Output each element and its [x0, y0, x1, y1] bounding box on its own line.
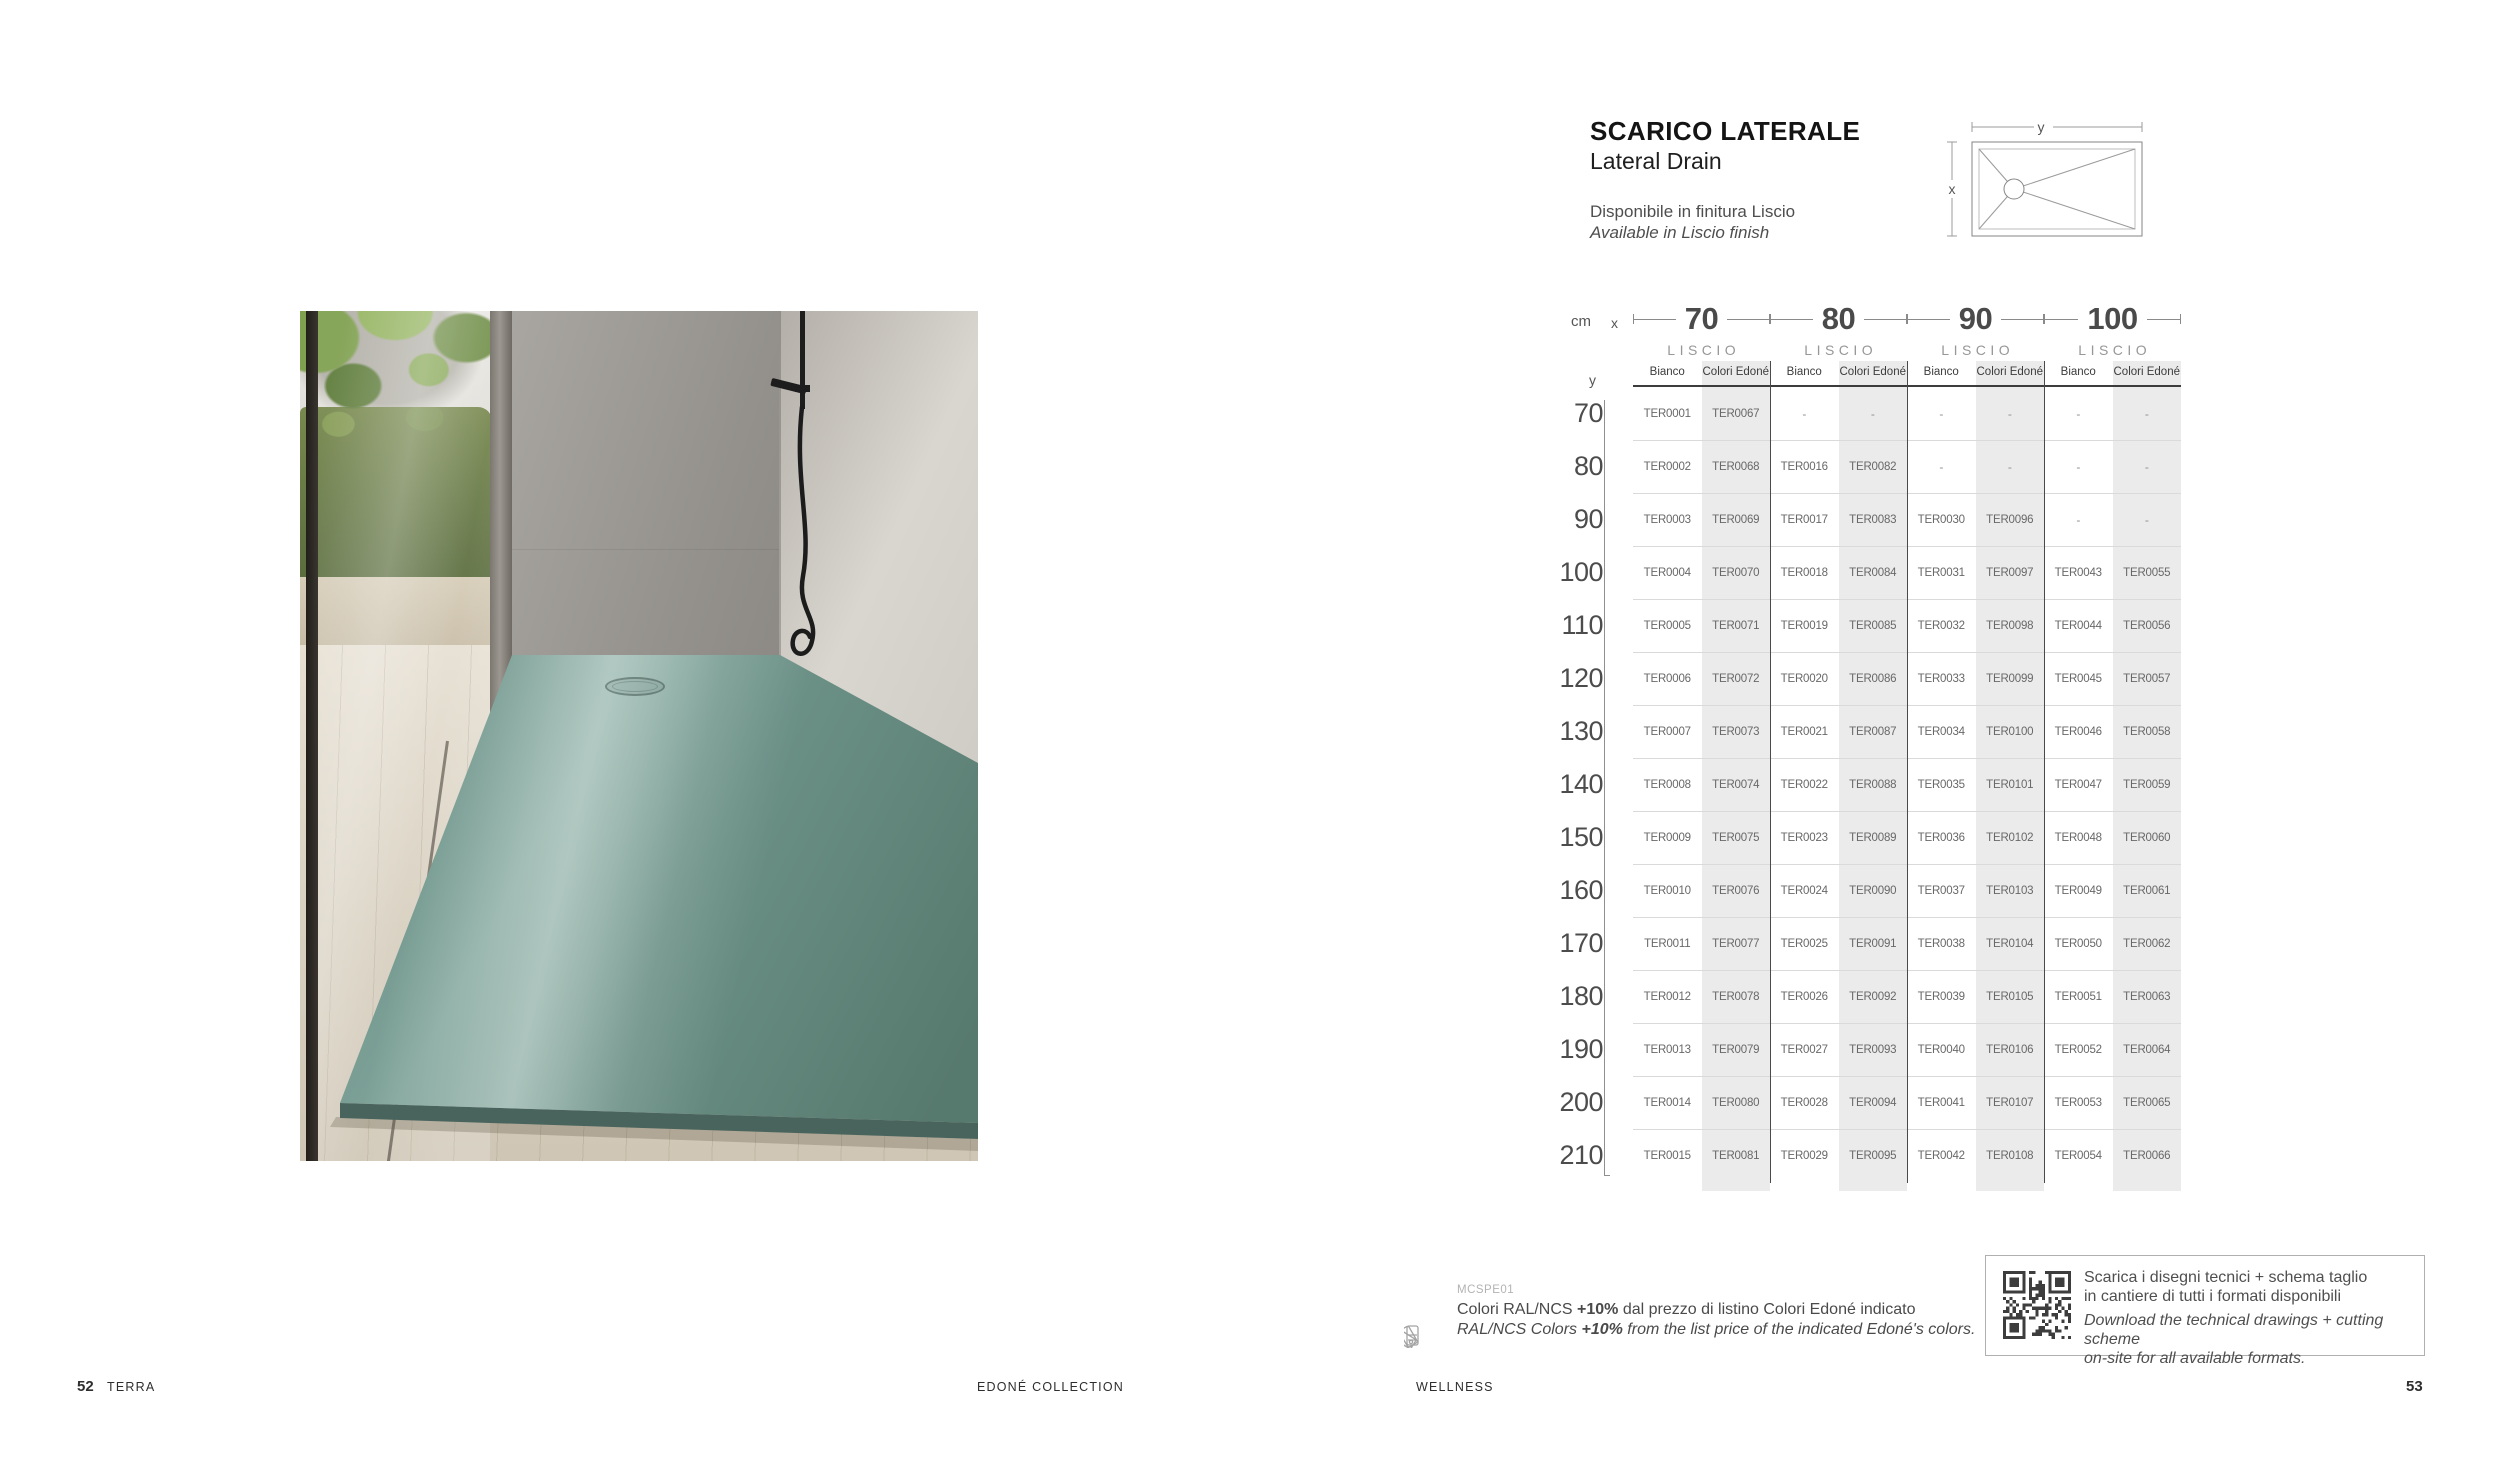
row-y-label: 170 — [1559, 928, 1603, 958]
download-qr-box — [1985, 1255, 2425, 1367]
code-cell: TER0103 — [1986, 885, 2034, 897]
code-cell: TER0012 — [1643, 991, 1691, 1003]
photo-window-frame — [306, 311, 318, 1161]
code-cell: TER0028 — [1780, 1097, 1828, 1109]
code-cell: TER0024 — [1780, 885, 1828, 897]
col-header-bianco: Bianco — [2060, 366, 2096, 379]
row-y-label: 190 — [1559, 1034, 1603, 1064]
code-cell: TER0018 — [1780, 567, 1828, 579]
row-y-label: 180 — [1559, 981, 1603, 1011]
code-cell: TER0086 — [1849, 673, 1897, 685]
color-fan-icon — [1404, 1302, 1444, 1348]
size-value: 70 — [1684, 301, 1719, 336]
size-header-row — [1633, 302, 2181, 336]
code-cell: TER0046 — [2054, 726, 2102, 738]
row-y-label: 110 — [1561, 610, 1603, 640]
availability-en: Available in Liscio finish — [1590, 223, 1770, 242]
code-cell: TER0016 — [1780, 461, 1828, 473]
table-row — [1561, 599, 2181, 652]
code-cell: TER0085 — [1849, 620, 1897, 632]
diagram-x-label: x — [1948, 181, 1956, 197]
code-cell: TER0068 — [1712, 461, 1760, 473]
qr-text-en-1: Download the technical drawings + cutting scheme — [2084, 1312, 2384, 1348]
table-row — [1559, 546, 2181, 599]
code-cell: TER0076 — [1712, 885, 1760, 897]
group-separator — [2044, 361, 2045, 1183]
row-y-label: 200 — [1559, 1087, 1603, 1117]
code-cell: TER0082 — [1849, 461, 1897, 473]
code-cell: TER0032 — [1917, 620, 1965, 632]
col-header-bianco: Bianco — [1649, 366, 1685, 379]
code-cell: TER0073 — [1712, 726, 1760, 738]
code-cell: TER0031 — [1917, 567, 1965, 579]
code-cell: - — [2007, 406, 2012, 421]
table-row — [1565, 440, 2181, 493]
row-y-label: 90 — [1573, 504, 1603, 534]
code-cell: TER0091 — [1849, 938, 1897, 950]
code-cell: TER0075 — [1712, 832, 1760, 844]
code-cell: TER0060 — [2123, 832, 2171, 844]
code-cell: TER0084 — [1849, 567, 1897, 579]
code-cell: TER0045 — [2054, 673, 2102, 685]
table-body — [1559, 387, 2181, 1182]
code-cell: TER0029 — [1780, 1150, 1828, 1162]
size-group — [1770, 302, 1907, 336]
group-separator — [1770, 361, 1771, 1183]
qr-text-en-2: on-site for all available formats. — [2084, 1350, 2306, 1367]
row-y-label: 100 — [1559, 557, 1603, 587]
col-header-bianco: Bianco — [1923, 366, 1959, 379]
code-cell: TER0090 — [1849, 885, 1897, 897]
code-cell: TER0107 — [1986, 1097, 2034, 1109]
code-cell: TER0070 — [1712, 567, 1760, 579]
size-value: 80 — [1821, 301, 1856, 336]
code-cell: TER0019 — [1780, 620, 1828, 632]
code-cell: TER0058 — [2123, 726, 2171, 738]
code-cell: TER0089 — [1849, 832, 1897, 844]
table-row — [1559, 864, 2181, 917]
code-cell: TER0092 — [1849, 991, 1897, 1003]
color-price-note — [1404, 1284, 1975, 1340]
note-line-it: Colori RAL/NCS +10% dal prezzo di listino Colori Edoné indicato — [1457, 1301, 1916, 1318]
note-line-en: RAL/NCS Colors +10% from the list price of the indicated Edoné's colors. — [1457, 1321, 1976, 1338]
footer-category: WELLNESS — [1416, 1380, 1494, 1394]
code-cell: TER0101 — [1986, 779, 2034, 791]
availability-it: Disponibile in finitura Liscio — [1590, 202, 1796, 221]
code-cell: TER0104 — [1986, 938, 2034, 950]
table-row — [1559, 1023, 2181, 1076]
code-cell: TER0040 — [1917, 1044, 1965, 1056]
code-cell: TER0002 — [1643, 461, 1691, 473]
product-photo — [300, 311, 978, 1161]
row-y-label: 140 — [1559, 769, 1603, 799]
code-cell: - — [2076, 406, 2081, 421]
col-header-colori: Colori Edoné — [1839, 366, 1906, 379]
code-cell: TER0003 — [1643, 514, 1691, 526]
code-cell: - — [2076, 513, 2081, 527]
dimension-diagram — [1938, 112, 2150, 246]
code-cell: TER0013 — [1643, 1044, 1691, 1056]
col-header-colori: Colori Edoné — [2113, 366, 2180, 379]
code-cell: TER0093 — [1849, 1044, 1897, 1056]
table-row — [1559, 1129, 2181, 1182]
code-cell: - — [1939, 460, 1944, 474]
code-cell: TER0021 — [1780, 726, 1828, 738]
footer-section-left: TERRA — [107, 1380, 156, 1394]
code-cell: - — [2144, 513, 2149, 527]
code-cell: TER0061 — [2123, 885, 2171, 897]
code-cell: TER0064 — [2123, 1044, 2171, 1056]
code-cell: TER0069 — [1712, 514, 1760, 526]
code-cell: TER0098 — [1986, 620, 2034, 632]
code-cell: TER0087 — [1849, 726, 1897, 738]
code-cell: TER0050 — [2054, 938, 2102, 950]
code-cell: TER0054 — [2054, 1150, 2102, 1162]
unit-label: cm — [1571, 313, 1591, 330]
code-cell: TER0015 — [1643, 1150, 1691, 1162]
code-cell: TER0049 — [2054, 885, 2102, 897]
size-value: 100 — [2087, 301, 2138, 336]
size-group — [1907, 302, 2044, 336]
page-subtitle: Lateral Drain — [1590, 148, 1722, 174]
code-cell: TER0043 — [2054, 567, 2102, 579]
page-number-right: 53 — [2406, 1378, 2423, 1395]
col-header-bianco: Bianco — [1786, 366, 1822, 379]
x-axis-label: x — [1611, 315, 1618, 331]
code-cell: - — [2007, 460, 2012, 474]
code-cell: TER0102 — [1986, 832, 2034, 844]
code-cell: TER0044 — [2054, 620, 2102, 632]
code-cell: TER0106 — [1986, 1044, 2034, 1056]
code-cell: TER0083 — [1849, 514, 1897, 526]
code-cell: - — [2144, 406, 2149, 421]
code-cell: TER0008 — [1643, 779, 1691, 791]
qr-text-it-2: in cantiere di tutti i formati disponibili — [2084, 1288, 2342, 1305]
code-cell: TER0041 — [1917, 1097, 1965, 1109]
code-cell: TER0022 — [1780, 779, 1828, 791]
code-cell: TER0096 — [1986, 514, 2034, 526]
code-cell: TER0017 — [1780, 514, 1828, 526]
code-cell: TER0011 — [1644, 938, 1691, 950]
diagram-drain-icon — [2004, 179, 2024, 199]
code-cell: TER0081 — [1712, 1150, 1760, 1162]
code-cell: TER0034 — [1917, 726, 1965, 738]
table-row — [1565, 493, 2181, 546]
code-cell: TER0088 — [1849, 779, 1897, 791]
y-axis-label: y — [1589, 372, 1596, 388]
code-cell: TER0033 — [1917, 673, 1965, 685]
finish-label: LISCIO — [1941, 342, 2015, 358]
code-cell: TER0048 — [2054, 832, 2102, 844]
row-y-label: 150 — [1559, 822, 1603, 852]
finish-row — [1633, 342, 2181, 360]
code-cell: - — [2076, 460, 2081, 474]
qr-code — [2003, 1271, 2071, 1339]
code-cell: TER0009 — [1643, 832, 1691, 844]
code-cell: - — [1802, 406, 1807, 421]
code-cell: TER0062 — [2123, 938, 2171, 950]
code-cell: TER0078 — [1712, 991, 1760, 1003]
note-code: MCSPE01 — [1457, 1284, 1515, 1296]
code-cell: TER0006 — [1643, 673, 1691, 685]
code-cell: TER0105 — [1986, 991, 2034, 1003]
page-number-left: 52 — [77, 1378, 94, 1395]
table-row — [1559, 652, 2181, 705]
product-codes-table — [1559, 300, 2187, 1205]
finish-label: LISCIO — [2078, 342, 2152, 358]
code-cell: - — [2144, 460, 2149, 474]
code-cell: TER0063 — [2123, 991, 2171, 1003]
code-cell: TER0056 — [2123, 620, 2171, 632]
code-cell: TER0097 — [1986, 567, 2034, 579]
code-cell: TER0108 — [1986, 1150, 2034, 1162]
code-cell: TER0052 — [2054, 1044, 2102, 1056]
code-cell: TER0038 — [1917, 938, 1965, 950]
size-group — [2044, 302, 2181, 336]
code-cell: TER0037 — [1917, 885, 1965, 897]
code-cell: TER0025 — [1780, 938, 1828, 950]
size-value: 90 — [1958, 301, 1993, 336]
code-cell: TER0014 — [1643, 1097, 1691, 1109]
tray-drain-cover — [605, 677, 665, 696]
code-cell: TER0030 — [1917, 514, 1965, 526]
code-cell: TER0047 — [2054, 779, 2102, 791]
code-cell: TER0023 — [1780, 832, 1828, 844]
table-row — [1559, 811, 2181, 864]
code-cell: TER0100 — [1986, 726, 2034, 738]
code-cell: TER0051 — [2054, 991, 2102, 1003]
finish-label: LISCIO — [1667, 342, 1741, 358]
code-cell: - — [1939, 406, 1944, 421]
row-y-label: 70 — [1573, 398, 1603, 428]
code-cell: TER0004 — [1643, 567, 1691, 579]
code-cell: TER0020 — [1780, 673, 1828, 685]
code-cell: TER0080 — [1712, 1097, 1760, 1109]
page-title: SCARICO LATERALE — [1590, 116, 1861, 146]
qr-text-it-1: Scarica i disegni tecnici + schema taglio — [2084, 1269, 2368, 1286]
photo-gray-wall — [512, 311, 780, 657]
table-row — [1559, 917, 2181, 970]
product-title-block — [1590, 116, 1860, 243]
code-cell: TER0005 — [1643, 620, 1691, 632]
row-y-label: 130 — [1559, 716, 1603, 746]
table-row — [1559, 758, 2181, 811]
code-cell: TER0059 — [2123, 779, 2171, 791]
code-cell: TER0099 — [1986, 673, 2034, 685]
code-cell: TER0067 — [1712, 407, 1760, 420]
table-row — [1559, 970, 2181, 1023]
code-cell: TER0027 — [1780, 1044, 1828, 1056]
code-cell: TER0010 — [1643, 885, 1691, 897]
col-header-colori: Colori Edoné — [1976, 366, 2043, 379]
code-cell: TER0036 — [1917, 832, 1965, 844]
code-cell: - — [1870, 406, 1875, 421]
size-group — [1633, 302, 1770, 336]
code-cell: TER0079 — [1712, 1044, 1760, 1056]
code-cell: TER0065 — [2123, 1097, 2171, 1109]
code-cell: TER0077 — [1712, 938, 1760, 950]
table-row — [1559, 705, 2181, 758]
code-cell: TER0057 — [2123, 673, 2171, 685]
code-cell: TER0095 — [1849, 1150, 1897, 1162]
row-y-label: 80 — [1573, 451, 1603, 481]
code-cell: TER0094 — [1849, 1097, 1897, 1109]
finish-label: LISCIO — [1804, 342, 1878, 358]
col-header-colori: Colori Edoné — [1702, 366, 1769, 379]
code-cell: TER0042 — [1917, 1150, 1965, 1162]
code-cell: TER0007 — [1643, 726, 1691, 738]
code-cell: TER0066 — [2123, 1150, 2171, 1162]
code-cell: TER0039 — [1917, 991, 1965, 1003]
group-separator — [1907, 361, 1908, 1183]
code-cell: TER0071 — [1712, 620, 1760, 632]
row-y-label: 120 — [1559, 663, 1603, 693]
code-cell: TER0053 — [2054, 1097, 2102, 1109]
table-row — [1565, 387, 2181, 440]
diagram-y-label: y — [2037, 119, 2045, 135]
code-cell: TER0026 — [1780, 991, 1828, 1003]
shower-hand-set — [760, 311, 880, 681]
code-cell: TER0072 — [1712, 673, 1760, 685]
row-y-label: 160 — [1559, 875, 1603, 905]
code-cell: TER0074 — [1712, 779, 1760, 791]
footer-collection: EDONÉ COLLECTION — [977, 1380, 1125, 1394]
row-y-label: 210 — [1559, 1140, 1603, 1170]
table-row — [1559, 1076, 2181, 1129]
code-cell: TER0055 — [2123, 567, 2171, 579]
code-cell: TER0001 — [1643, 407, 1691, 420]
code-cell: TER0035 — [1917, 779, 1965, 791]
